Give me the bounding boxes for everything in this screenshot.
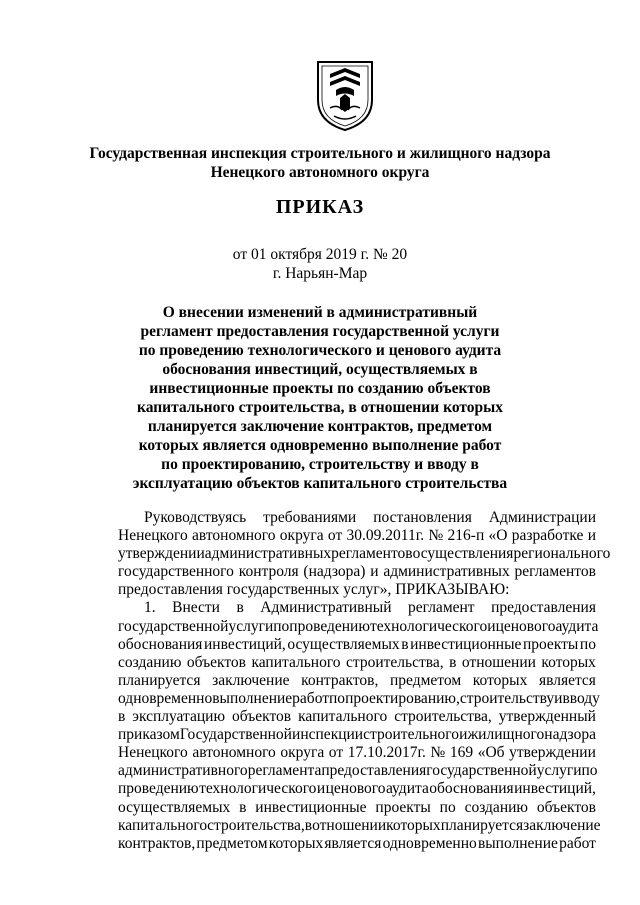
body-word: одновременно (118, 689, 213, 707)
body-word: проектированию, (345, 689, 460, 707)
body-word: которых (472, 671, 528, 689)
body-word: и (587, 527, 596, 545)
subject-line: по проектированию, строительству и вводу в (161, 456, 479, 473)
organization-name-line-1: Государственная инспекция строительного и жилищного надзора (89, 145, 551, 162)
body-word: технологического (369, 617, 488, 635)
body-word: в (401, 635, 409, 653)
body-word: Ненецкого (118, 527, 188, 545)
body-line (118, 599, 596, 617)
body-word: отношении (461, 653, 536, 671)
document-date-number: от 01 октября 2019 г. № 20 (232, 246, 408, 263)
body-word: и (487, 617, 496, 635)
body-word: утверждении (118, 545, 205, 563)
body-word: по (439, 798, 456, 816)
body-word: автономного (192, 527, 276, 545)
body-word: инвестиций, (514, 780, 596, 798)
subject-line: эксплуатацию объектов капитального строительства (132, 475, 508, 492)
body-word: услуги (536, 762, 582, 780)
body-word: которых (541, 653, 596, 671)
body-word: капитального (251, 653, 341, 671)
body-line (118, 780, 596, 798)
body-word: государственного (118, 563, 234, 581)
body-word: в (239, 798, 247, 816)
body-word: административных (204, 545, 332, 563)
body-line (118, 563, 596, 581)
body-line (118, 726, 596, 744)
body-word: в (118, 708, 126, 726)
body-word: (надзора) (303, 563, 366, 581)
body-word: проведению (289, 617, 370, 635)
body-line (118, 509, 596, 527)
body-word: проекты (522, 635, 579, 653)
body-word: и (370, 563, 379, 581)
body-word: аудита (385, 780, 429, 798)
subject-line: регламент предоставления государственной услуги (140, 323, 500, 340)
body-line (118, 527, 596, 545)
body-word: инвестиционные (410, 635, 522, 653)
body-word: регламент (408, 599, 475, 617)
body-word: регламентов (514, 563, 596, 581)
body-word: № (428, 527, 444, 545)
organization-name-line-2: Ненецкого автономного округа (210, 164, 430, 181)
subject-line: которых является одновременно выполнение работ (138, 437, 502, 454)
body-word: от (327, 527, 343, 545)
body-word: технологического (199, 780, 317, 798)
body-word: контрактов, (301, 671, 379, 689)
body-word: 17.10.2017г. (347, 744, 426, 762)
body-word: одновременно (382, 834, 477, 852)
body-word: государственной (426, 762, 537, 780)
subject-line: капитального строительства, в отношении которых (137, 399, 503, 416)
body-word: контроля (238, 563, 299, 581)
body-word: объектов (186, 653, 246, 671)
body-word: приказом (118, 726, 180, 744)
body-word: по (579, 635, 596, 653)
body-word: является (538, 671, 596, 689)
subject-line: планируется заключение контрактов, предметом (147, 418, 493, 435)
body-word: капитального (298, 708, 388, 726)
body-line (118, 545, 611, 563)
body-word: планируется (118, 671, 201, 689)
body-word: государственной (118, 617, 229, 635)
document-body (118, 509, 611, 853)
body-word: которых (386, 816, 441, 834)
body-word: проекты (375, 798, 431, 816)
body-word: 216-п (447, 527, 485, 545)
body-word: «О (488, 527, 508, 545)
body-word: услуги (228, 617, 274, 635)
body-line (118, 581, 596, 599)
body-word: регламента (247, 762, 322, 780)
body-word: разработке (511, 527, 584, 545)
body-word: отношении (312, 816, 387, 834)
body-word: утверждении (509, 744, 596, 762)
body-word: округа (279, 527, 324, 545)
body-word: в (236, 599, 244, 617)
body-word: контрактов, (118, 834, 196, 852)
body-line (118, 835, 596, 853)
body-line (118, 762, 596, 780)
subject-line: О внесении изменений в административный (162, 304, 478, 321)
body-word: созданию (464, 798, 528, 816)
body-word: предметом (196, 834, 268, 852)
body-word: по (581, 762, 598, 780)
body-word: 30.09.2011г. (346, 527, 425, 545)
body-line-text: предоставления государственных услуг», ПРИКАЗЫВАЮ: (118, 581, 510, 599)
body-word: и (316, 780, 326, 798)
body-word: в (304, 816, 313, 834)
body-word: осуществления (412, 545, 514, 563)
body-line (118, 636, 596, 654)
body-word: работ (559, 834, 596, 852)
body-line (118, 654, 596, 672)
body-word: инвестиционные (255, 798, 367, 816)
body-word: обоснования (118, 635, 203, 653)
body-word: «Об (477, 744, 505, 762)
body-word: Внести (172, 599, 220, 617)
body-line (118, 617, 599, 636)
body-word: по (273, 617, 290, 635)
body-word: объектов (536, 798, 596, 816)
body-word: постановления (373, 509, 472, 526)
body-word: регионального (513, 545, 611, 563)
subject-line: инвестиционные проекты по созданию объектов (149, 380, 491, 397)
body-line (118, 689, 600, 708)
body-word: регламентов (331, 545, 413, 563)
body-word: строительства, (394, 708, 492, 726)
body-word: надзора (544, 726, 596, 744)
body-word: 1. (144, 599, 156, 617)
body-word: инвестиций, (204, 635, 286, 653)
body-word: Руководствуясь (144, 509, 247, 526)
body-word: административного (118, 762, 248, 780)
body-word: планируется (440, 816, 524, 834)
body-line (118, 672, 596, 690)
body-word: строительства, (346, 653, 444, 671)
body-word: является (324, 834, 382, 852)
body-word: ценового (325, 780, 386, 798)
subject-line: по проведению технологического и ценового аудита (138, 342, 502, 359)
body-word: административных (383, 563, 510, 581)
body-line (118, 816, 601, 835)
body-word: Государственной (179, 726, 292, 744)
body-word: предоставления (321, 762, 427, 780)
document-city: г. Нарьян-Мар (272, 265, 368, 282)
body-word: и (554, 689, 563, 707)
body-word: ценового (495, 617, 556, 635)
body-word: инспекции (292, 726, 364, 744)
body-word: выполнение (212, 689, 293, 707)
body-word: аудита (555, 617, 599, 635)
body-word: Администрации (488, 509, 596, 526)
body-word: осуществляемых (287, 635, 400, 653)
body-line (118, 799, 596, 817)
body-word: в (449, 653, 457, 671)
body-word: объектов (232, 708, 292, 726)
body-word: осуществляемых (118, 798, 231, 816)
coat-of-arms-emblem-icon (316, 60, 374, 132)
body-word: от (328, 744, 344, 762)
document-type-title: ПРИКАЗ (275, 196, 365, 218)
body-word: заключение (523, 816, 601, 834)
body-word: работ (292, 689, 330, 707)
body-word: по (329, 689, 346, 707)
body-word: строительству (459, 689, 555, 707)
body-line (118, 744, 596, 762)
body-word: капитального (118, 816, 208, 834)
body-word: которых (268, 834, 324, 852)
body-word: утвержденный (498, 708, 596, 726)
body-word: и (459, 726, 468, 744)
body-line (118, 708, 596, 726)
body-word: заключение (212, 671, 290, 689)
body-word: выполнение (477, 834, 558, 852)
body-word: строительства, (207, 816, 305, 834)
body-word: предметом (390, 671, 462, 689)
body-word: № (430, 744, 446, 762)
body-word: эксплуатацию (132, 708, 226, 726)
body-word: 169 (449, 744, 474, 762)
body-word: вводу (562, 689, 600, 707)
body-word: автономного (192, 744, 276, 762)
body-word: требованиями (263, 509, 357, 526)
document-subject (0, 303, 640, 493)
body-word: проведению (118, 780, 199, 798)
subject-line: обоснования инвестиций, осуществляемых в (162, 361, 478, 378)
body-word: округа (280, 744, 325, 762)
body-word: созданию (118, 653, 182, 671)
body-word: строительного (363, 726, 460, 744)
body-word: обоснования (429, 780, 514, 798)
body-word: Ненецкого (118, 744, 188, 762)
body-word: жилищного (467, 726, 545, 744)
body-word: Административный (260, 599, 392, 617)
body-word: предоставления (491, 599, 596, 617)
